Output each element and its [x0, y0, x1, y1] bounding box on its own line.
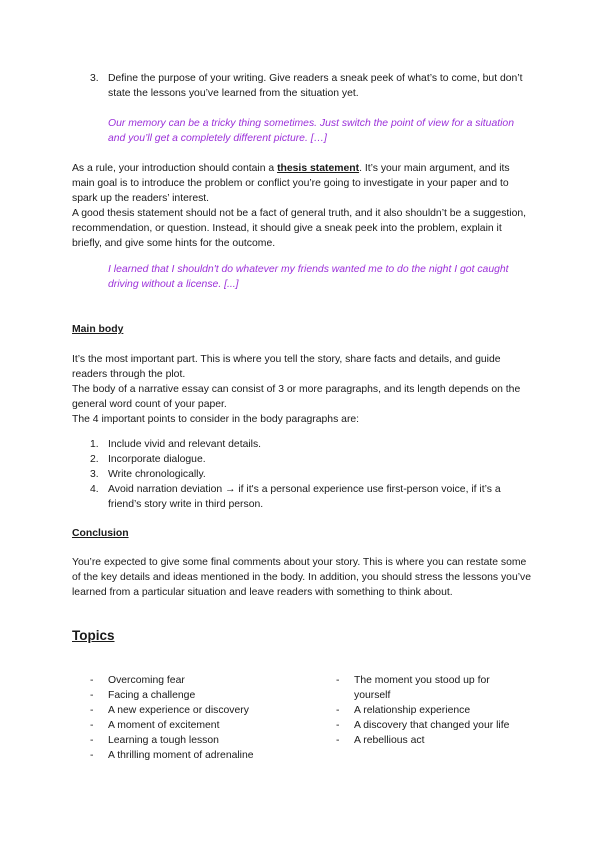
list-item-text: Incorporate dialogue. [108, 454, 206, 465]
topics-list-right [336, 673, 516, 748]
topic-text: A new experience or discovery [108, 705, 249, 716]
topic-text: A discovery that changed your life [354, 720, 510, 731]
main-body-paragraph [72, 352, 532, 427]
example-quote-memory: Our memory can be a tricky thing sometimes. Just switch the point of view for a situation and you’ll get a completely different picture. […] [108, 118, 514, 144]
main-body-p3: The 4 important points to consider in the body paragraphs are: [72, 414, 360, 425]
list-item [90, 733, 290, 748]
body-point-4 [90, 482, 530, 512]
list-item [90, 688, 290, 703]
main-body-p2: The body of a narrative essay can consist of 3 or more paragraphs, and its length depends on the general word count of your paper. [72, 384, 521, 410]
example-quote-license: I learned that I shouldn't do whatever my friends wanted me to do the night I got caught driving without a license. [...] [108, 264, 509, 290]
dash-bullet: - [90, 720, 94, 731]
intro-paragraph [72, 161, 532, 251]
topic-text: A thrilling moment of adrenaline [108, 750, 254, 761]
topic-text: A moment of excitement [108, 720, 220, 731]
topic-text: A relationship experience [354, 705, 471, 716]
dash-bullet: - [336, 675, 340, 686]
conclusion-heading: Conclusion [72, 528, 129, 539]
dash-bullet: - [90, 690, 94, 701]
list-item-text: Avoid narration deviation → if it's a personal experience use first-person voice, if it’s a friend’s story write in third person. [108, 484, 501, 510]
intro-text-after: . It’s your main argument, and its main goal is to introduce the problem or conflict you’re going to investigate in your paper and to spark up the readers’ interest. [72, 163, 510, 204]
thesis-statement-term: thesis statement [277, 163, 360, 174]
purpose-list-item [90, 71, 530, 101]
topic-text: A rebellious act [354, 735, 425, 746]
list-item [336, 733, 516, 748]
list-item-text: Define the purpose of your writing. Give readers a sneak peek of what’s to come, but don’t state the lessons you’ve learned from the situation yet. [108, 73, 523, 99]
list-number: 3. [90, 73, 99, 84]
list-item [90, 673, 290, 688]
dash-bullet: - [336, 705, 340, 716]
dash-bullet: - [90, 750, 94, 761]
main-body-p1: It’s the most important part. This is where you tell the story, share facts and details, and guide readers through the plot. [72, 354, 501, 380]
list-item [90, 703, 290, 718]
dash-bullet: - [90, 735, 94, 746]
dash-bullet: - [336, 720, 340, 731]
dash-bullet: - [336, 735, 340, 746]
list-number: 2. [90, 454, 99, 465]
topic-text: Learning a tough lesson [108, 735, 219, 746]
list-item-text: Include vivid and relevant details. [108, 439, 262, 450]
topic-text: The moment you stood up for yourself [354, 675, 490, 701]
topics-list-left [90, 673, 290, 763]
topic-text: Overcoming fear [108, 675, 185, 686]
list-number: 1. [90, 439, 99, 450]
list-item [90, 748, 290, 763]
body-point-2 [90, 452, 530, 467]
list-item-text: Write chronologically. [108, 469, 206, 480]
list-number: 3. [90, 469, 99, 480]
body-point-3 [90, 467, 530, 482]
intro-thesis-text [72, 161, 532, 206]
list-number: 4. [90, 484, 99, 495]
dash-bullet: - [90, 705, 94, 716]
intro-text-before: As a rule, your introduction should contain a [72, 163, 278, 174]
main-body-heading: Main body [72, 324, 124, 335]
topic-text: Facing a challenge [108, 690, 196, 701]
list-item [90, 718, 290, 733]
list-item [336, 673, 516, 703]
conclusion-paragraph: You’re expected to give some final comments about your story. This is where you can restate some of the key details and ideas mentioned in the body. In addition, you should stress the lessons you’ve learned from a particular situation and leave readers with something to think about. [72, 557, 532, 598]
list-item [336, 703, 516, 718]
topics-heading: Topics [72, 628, 115, 643]
body-point-1 [90, 437, 530, 452]
list-item [336, 718, 516, 733]
intro-thesis-guidance: A good thesis statement should not be a fact of general truth, and it also shouldn’t be a suggestion, recommendation, or question. Instead, it should give a sneak peek into the problem, explain it briefly, and give some hints for the outcome. [72, 208, 527, 249]
dash-bullet: - [90, 675, 94, 686]
